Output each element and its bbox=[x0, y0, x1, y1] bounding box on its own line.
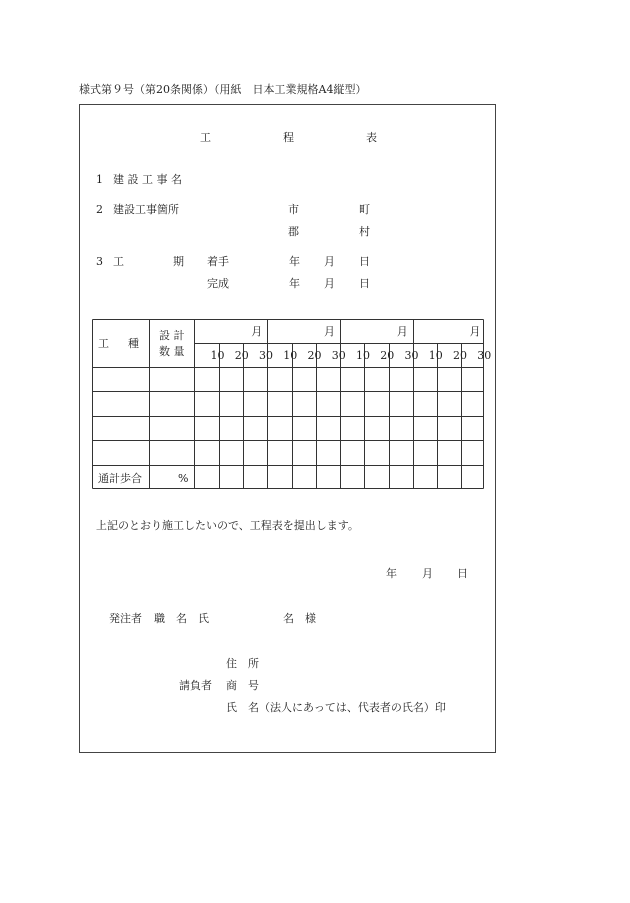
item2-label: 建設工事箇所 bbox=[113, 203, 179, 216]
day-tick-label: 20 bbox=[234, 349, 249, 362]
item3-start-label: 着手 bbox=[207, 255, 229, 268]
item2-county: 郡 bbox=[288, 225, 299, 238]
header-kind-a: 工 bbox=[98, 337, 109, 350]
declaration-text: 上記のとおり施工したいので、工程表を提出します。 bbox=[96, 519, 359, 532]
day-tick-label: 10 bbox=[356, 349, 370, 362]
header-kind-b: 種 bbox=[128, 337, 139, 350]
item3-label-b: 期 bbox=[173, 255, 184, 268]
item1-number: 1 bbox=[96, 173, 103, 186]
item3-start-day: 日 bbox=[359, 255, 370, 268]
orderer-name-suffix: 名 様 bbox=[283, 612, 316, 625]
form-number-header: 様式第９号（第20条関係）（用紙 日本工業規格A4縦型） bbox=[79, 83, 367, 96]
schedule-table bbox=[92, 319, 492, 489]
item3-end-month: 月 bbox=[324, 277, 335, 290]
date-month: 月 bbox=[422, 567, 433, 580]
contractor-address-label: 住 所 bbox=[226, 657, 259, 670]
item2-city: 市 bbox=[288, 203, 299, 216]
day-tick-label: 10 bbox=[210, 349, 225, 362]
item2-number: 2 bbox=[96, 203, 103, 216]
item2-village: 村 bbox=[359, 225, 370, 238]
month-label: 月 bbox=[396, 325, 408, 338]
item3-start-month: 月 bbox=[324, 255, 335, 268]
item1-label: 建 設 工 事 名 bbox=[113, 173, 182, 186]
orderer-label: 発注者 bbox=[109, 612, 142, 625]
day-tick-label: 30 bbox=[404, 349, 419, 362]
contractor-name-label: 氏 名（法人にあっては、代表者の氏名）印 bbox=[226, 701, 446, 714]
contractor-trade-name-label: 商 号 bbox=[226, 679, 259, 692]
day-tick-label: 30 bbox=[477, 349, 492, 362]
day-tick-label: 10 bbox=[283, 349, 298, 362]
day-tick-label: 30 bbox=[259, 349, 273, 362]
item3-end-year: 年 bbox=[289, 277, 300, 290]
month-label: 月 bbox=[469, 325, 481, 338]
month-label: 月 bbox=[251, 325, 263, 338]
item3-number: 3 bbox=[96, 255, 103, 268]
header-qty-line1: 設 計 bbox=[159, 329, 185, 342]
doc-title-char-1: 工 bbox=[200, 131, 211, 144]
footer-unit: % bbox=[178, 472, 189, 485]
date-year: 年 bbox=[386, 567, 397, 580]
item3-label-a: 工 bbox=[113, 255, 124, 268]
item3-start-year: 年 bbox=[289, 255, 300, 268]
orderer-title-label: 職 名 氏 bbox=[154, 612, 209, 625]
day-tick-label: 10 bbox=[428, 349, 443, 362]
contractor-role-label: 請負者 bbox=[179, 679, 212, 692]
day-tick-label: 30 bbox=[331, 349, 346, 362]
day-tick-label: 20 bbox=[453, 349, 467, 362]
date-day: 日 bbox=[457, 567, 468, 580]
header-qty-line2: 数 量 bbox=[159, 345, 185, 358]
footer-label: 通計歩合 bbox=[98, 472, 142, 485]
doc-title-char-3: 表 bbox=[366, 131, 377, 144]
doc-title-char-2: 程 bbox=[283, 131, 294, 144]
item3-end-label: 完成 bbox=[207, 277, 229, 290]
month-label: 月 bbox=[324, 325, 335, 338]
day-tick-label: 20 bbox=[380, 349, 395, 362]
item2-town: 町 bbox=[359, 203, 370, 216]
item3-end-day: 日 bbox=[359, 277, 370, 290]
day-tick-label: 20 bbox=[307, 349, 322, 362]
